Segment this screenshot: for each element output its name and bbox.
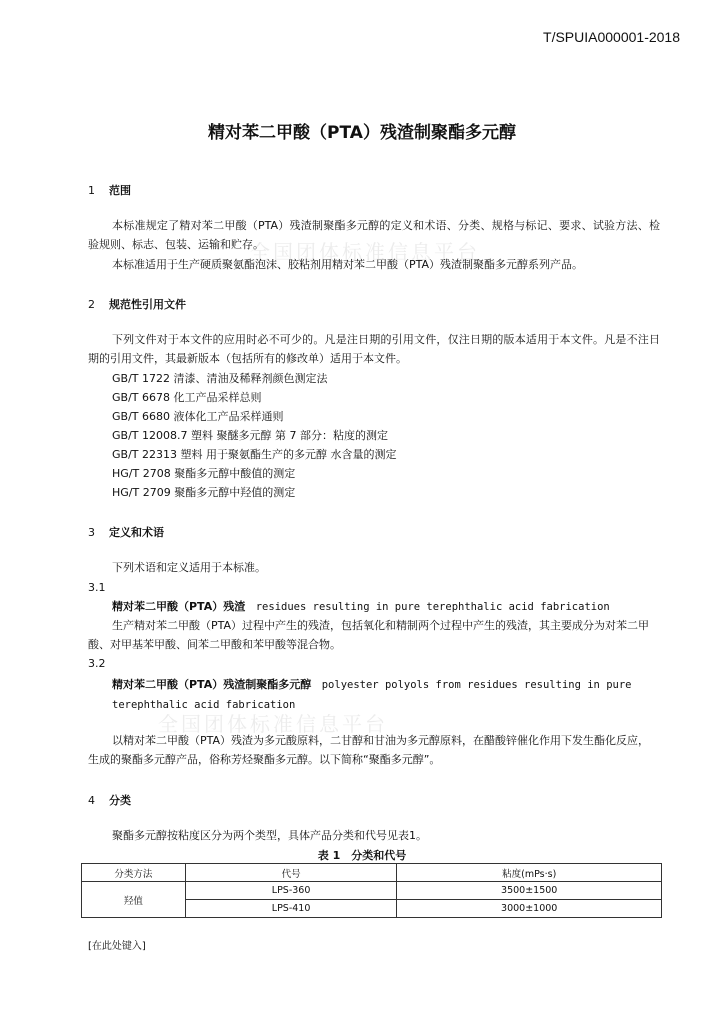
- table-cell: 3000±1000: [397, 900, 662, 918]
- section-title: 分类: [109, 794, 131, 807]
- table-cell: LPS-360: [185, 882, 397, 900]
- section-number: 2: [88, 298, 95, 311]
- section-1-heading: [88, 182, 131, 198]
- classification-paragraph: 聚酯多元醇按粘度区分为两个类型，具体产品分类和代号见表1。: [112, 829, 427, 842]
- section-number: 1: [88, 184, 95, 197]
- term-title: [112, 597, 660, 617]
- section-number: 4: [88, 794, 95, 807]
- classification-table: [81, 863, 662, 918]
- table-cell: 3500±1500: [397, 882, 662, 900]
- section-4-heading: [88, 792, 131, 808]
- reference-item: HG/T 2709 聚酯多元醇中羟值的测定: [112, 486, 296, 499]
- section-title: 规范性引用文件: [109, 298, 186, 311]
- table-header-row: [82, 864, 662, 882]
- term-english: residues resulting in pure terephthalic acid fabrication: [255, 601, 610, 613]
- document-title: 精对苯二甲酸（PTA）残渣制聚酯多元醇: [208, 123, 516, 143]
- watermark: 全国团体标准信息平台: [158, 712, 388, 736]
- section-title: 范围: [109, 184, 131, 197]
- footer-placeholder: [在此处键入]: [88, 941, 146, 952]
- section-number: 3: [88, 526, 95, 539]
- reference-item: GB/T 6680 液体化工产品采样通则: [112, 410, 284, 423]
- reference-item: GB/T 6678 化工产品采样总则: [112, 391, 262, 404]
- table-caption: 表 1 分类和代号: [317, 849, 407, 862]
- reference-item: GB/T 22313 塑料 用于聚氨酯生产的多元醇 水含量的测定: [112, 448, 397, 461]
- section-2-heading: [88, 296, 186, 312]
- term-number: 3.1: [88, 581, 106, 594]
- table-cell-group: 羟值: [82, 882, 186, 918]
- term-definition: 以精对苯二甲酸（PTA）残渣为多元酸原料，二甘醇和甘油为多元醇原料，在醋酸锌催化作用下发生酯化反应，生成的聚酯多元醇产品，俗称芳烃聚酯多元醇。以下简称“聚酯多元醇”。: [88, 734, 650, 766]
- document-code: T/SPUIA000001-2018: [543, 29, 680, 45]
- section-title: 定义和术语: [109, 526, 164, 539]
- section-3-heading: [88, 524, 164, 540]
- scope-paragraph: 本标准规定了精对苯二甲酸（PTA）残渣制聚酯多元醇的定义和术语、分类、规格与标记、要求、试验方法、检验规则、标志、包装、运输和贮存。: [88, 219, 660, 251]
- term-number: 3.2: [88, 657, 106, 670]
- term-title: [112, 675, 660, 715]
- reference-item: GB/T 1722 清漆、清油及稀释剂颜色测定法: [112, 372, 328, 385]
- table-header-cell: 粘度(mPs·s): [397, 864, 662, 882]
- reference-item: GB/T 12008.7 塑料 聚醚多元醇 第 7 部分：粘度的测定: [112, 429, 388, 442]
- scope-paragraph: 本标准适用于生产硬质聚氨酯泡沫、胶粘剂用精对苯二甲酸（PTA）残渣制聚酯多元醇系列产品。: [112, 258, 584, 271]
- term-chinese: 精对苯二甲酸（PTA）残渣制聚酯多元醇: [112, 678, 312, 691]
- reference-item: HG/T 2708 聚酯多元醇中酸值的测定: [112, 467, 296, 480]
- references-intro: 下列文件对于本文件的应用时必不可少的。凡是注日期的引用文件，仅注日期的版本适用于本文件。凡是不注日期的引用文件，其最新版本（包括所有的修改单）适用于本文件。: [88, 333, 660, 365]
- table-cell: LPS-410: [185, 900, 397, 918]
- table-header-cell: 分类方法: [82, 864, 186, 882]
- watermark: 全国团体标准信息平台: [250, 240, 480, 264]
- term-chinese: 精对苯二甲酸（PTA）残渣: [112, 600, 246, 613]
- terms-intro: 下列术语和定义适用于本标准。: [112, 561, 266, 574]
- table-header-cell: 代号: [185, 864, 397, 882]
- term-english: polyester polyols from residues resulting in pure terephthalic acid fabrication: [112, 679, 632, 711]
- table-row: [82, 882, 662, 900]
- term-definition: 生产精对苯二甲酸（PTA）过程中产生的残渣，包括氧化和精制两个过程中产生的残渣，其主要成分为对苯二甲酸、对甲基苯甲酸、间苯二甲酸和苯甲酸等混合物。: [88, 619, 650, 651]
